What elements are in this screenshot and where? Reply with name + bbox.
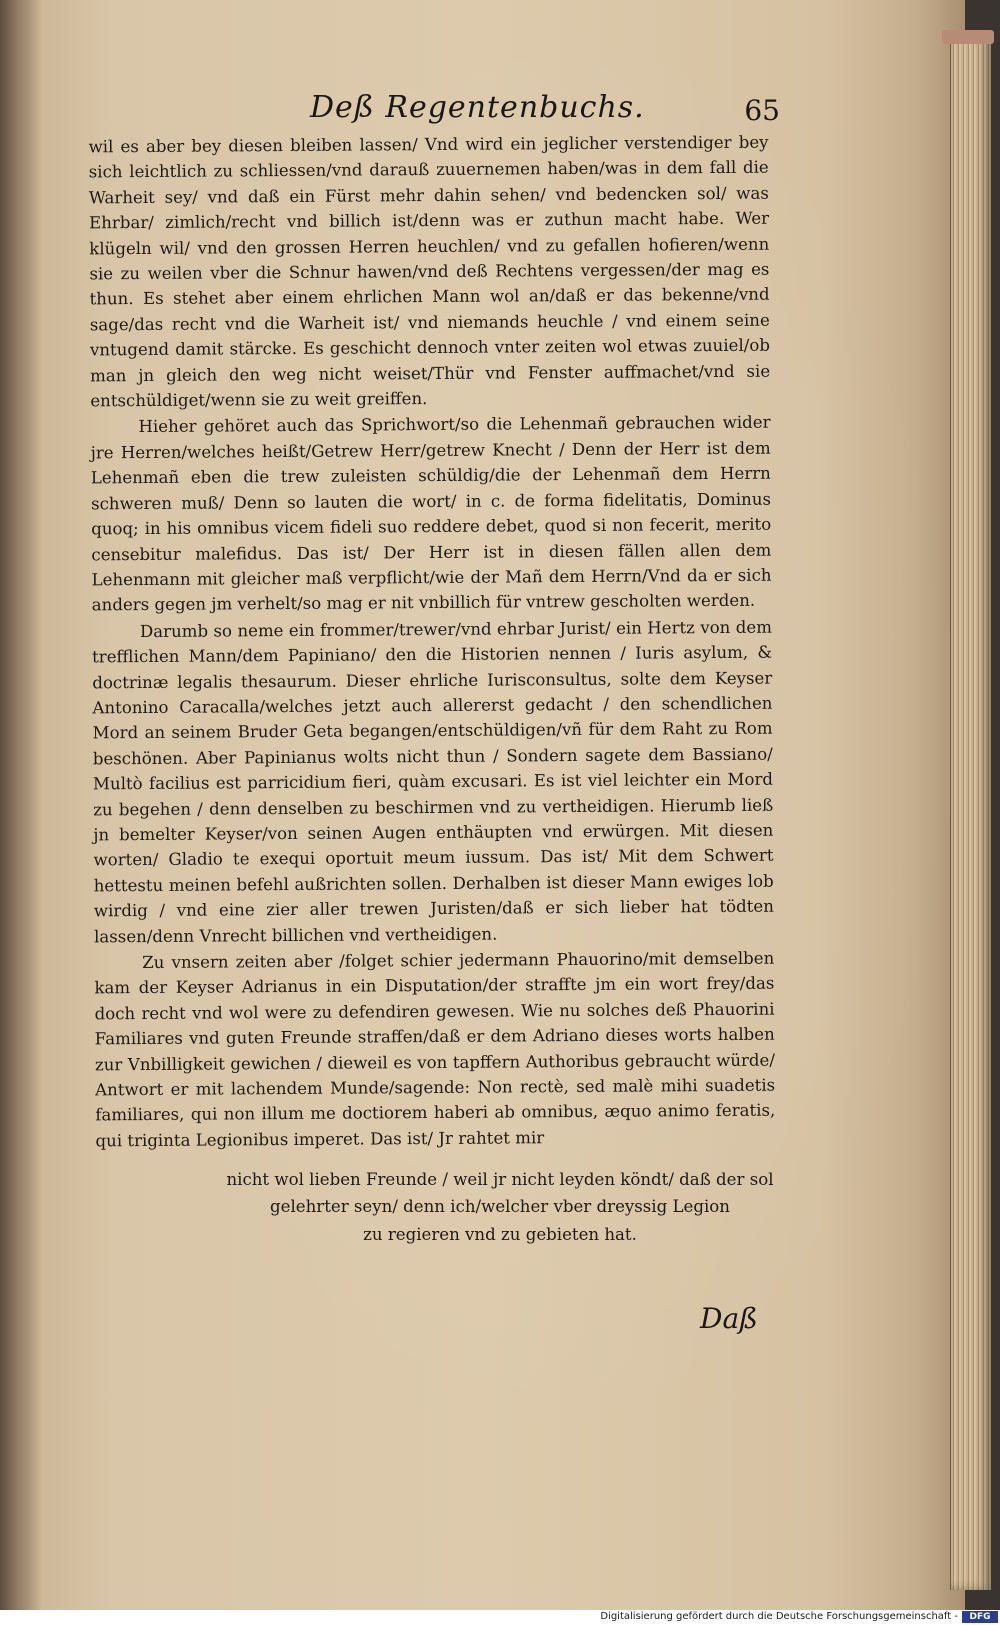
- digitization-credit: Digitalisierung gefördert durch die Deutsche Forschungsgemeinschaft -: [600, 1611, 958, 1622]
- body-text: [88, 130, 775, 1154]
- tail-line-3: zu regieren vnd zu gebieten hat.: [363, 1225, 637, 1244]
- paragraph-3: Darumb so neme ein frommer/trewer/vnd ehrbar Jurist/ ein Hertz von dem trefflichen Mann/dem Papiniano/ den die Historien nennen / Iuris asylum, & doctrinæ legalis thesaurum. Dieser ehrliche Iurisconsultus, solte dem Keyser Antonino Caracalla/welches jetzt auch allererst gedacht / den schendlichen Mord an seinem Bruder Geta begangen/entschüldigen/vñ für dem Raht zu Rom beschönen. Aber Papinianus wolts nicht thun / Sondern sagete dem Bassiano/ Multò facilius est parricidium fieri, quàm excusari. Es ist viel leichter ein Mord zu begehen / denn denselben zu beschirmen vnd zu vertheidigen. Hierumb ließ jn bemelter Keyser/von seinen Augen enthäupten vnd erwürgen. Mit diesen worten/ Gladio te exequi oportuit meum iussum. Das ist/ Mit dem Schwert hettestu meinen befehl außrichten sollen. Derhalben ist dieser Mann ewiges lob wirdig / vnd eine zier aller trewen Juristen/daß er sich lieber hat tödten lassen/denn Vnrecht billichen vnd vertheidigen.: [92, 617, 774, 946]
- catchword: Daß: [700, 1302, 758, 1335]
- binding-gutter: [0, 0, 42, 1610]
- tail-line-1: nicht wol lieben Freunde / weil jr nicht leyden köndt/ daß der sol: [226, 1170, 774, 1189]
- paragraph-2: Hieher gehöret auch das Sprichwort/so die Lehenmañ gebrauchen wider jre Herren/welches heißt/Getrew Herr/getrew Knecht / Denn der Herr ist dem Lehenmañ eben die trew zuleisten schüldig/die der Lehenmañ dem Herrn schweren muß/ Denn so lauten die wort/ in c. de forma fidelitatis, Dominus quoq; in his omnibus vicem fideli suo reddere debet, quod si non fecerit, merito censebitur malefidus. Das ist/ Der Herr ist in diesen fällen allen dem Lehenmann mit gleicher maß verpflicht/wie der Mañ dem Herrn/Vnd da er sich anders gegen jm verhelt/so mag er nit vnbillich für vntrew gescholten werden.: [90, 413, 772, 615]
- paragraph-1: wil es aber bey diesen bleiben lassen/ Vnd wird ein jeglicher verstendiger bey sich leichtlich zu schliessen/vnd darauß zuuernemen haben/was in dem fall die Warheit sey/ vnd daß ein Fürst mehr dahin sehen/ vnd bedencken sol/ was Ehrbar/ zimlich/recht vnd billich ist/denn was er zuthun macht habe. Wer klügeln wil/ vnd den grossen Herren heuchlen/ vnd zu gefallen hofieren/wenn sie zu weilen vber die Schnur hawen/vnd deß Rechtens vergessen/der mag es thun. Es stehet aber einem ehrlichen Mann wol an/daß er das bekenne/vnd sage/das recht vnd die Warheit ist/ vnd niemands heuchle / vnd einem seine vntugend damit stärcke. Es geschicht dennoch vnter zeiten wol etwas zuuiel/ob man jn gleich den weg nicht weiset/Thür vnd Fenster auffmachet/vnd sie entschüldiget/wenn sie zu weit greiffen.: [88, 132, 771, 411]
- tail-line-2: gelehrter seyn/ denn ich/welcher vber dreyssig Legion: [270, 1197, 730, 1216]
- book-cover-edge: [942, 30, 994, 44]
- paragraph-4: Zu vnsern zeiten aber /folget schier jedermann Phauorino/mit demselben kam der Keyser Adrianus in ein Disputation/der straffte jm ein wort frey/das doch recht vnd wol were zu defendiren gewesen. Wie nu solches deß Phauorini Familiares vnd guten Freunde straffen/daß er dem Adriano dieses worts halben zur Vnbilligkeit gewichen / dieweil es von tapffern Authoribus gebraucht würde/ Antwort er mit lachendem Munde/sagende: Non rectè, sed malè mihi suadetis familiares, qui non illum me doctiorem haberi ab omnibus, æquo animo feratis, qui triginta Legionibus imperet. Das ist/ Jr rahtet mir: [94, 948, 776, 1151]
- page-block-edge: [950, 30, 991, 1590]
- running-head: Deß Regentenbuchs.: [310, 90, 645, 125]
- page-number: 65: [744, 94, 780, 127]
- dfg-logo: DFG: [962, 1611, 998, 1623]
